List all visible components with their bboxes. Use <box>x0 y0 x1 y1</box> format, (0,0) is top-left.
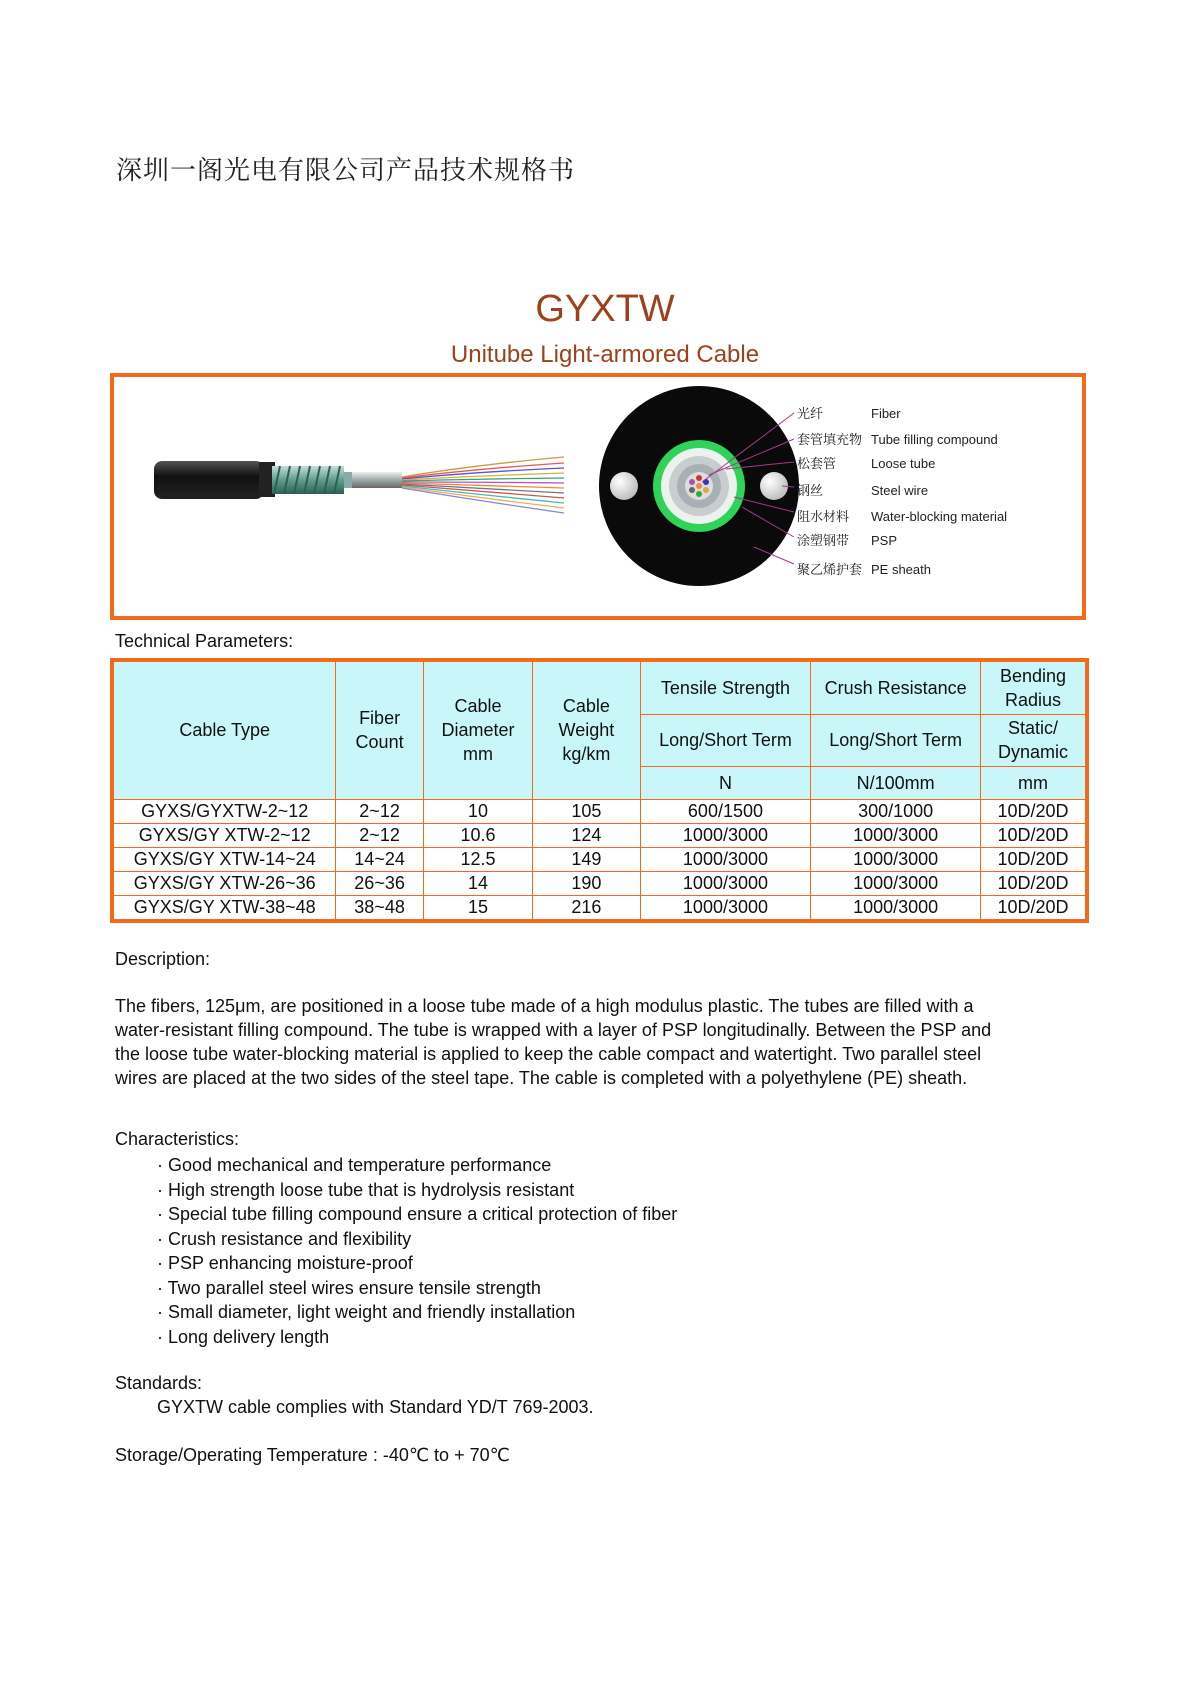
description-text <box>115 994 1075 1090</box>
standards-text: GYXTW cable complies with Standard YD/T 769-2003. <box>157 1397 594 1417</box>
header-bending-sub <box>981 714 1088 766</box>
header-fiber-count-line2: Count <box>355 732 404 753</box>
cell-weight: 105 <box>533 799 640 823</box>
label-en-fiber: Fiber <box>871 406 901 421</box>
cell-fiber-count: 2~12 <box>336 799 423 823</box>
cell-tensile: 1000/3000 <box>640 871 811 895</box>
header-tensile-unit: N <box>640 766 811 799</box>
cell-diameter: 10 <box>423 799 532 823</box>
header-crush-sub: Long/Short Term <box>811 714 981 766</box>
label-cn-water-blocking: 阻水材料 <box>797 510 850 525</box>
header-diameter-line1: Cable <box>454 696 502 717</box>
label-cn-pe-sheath: 聚乙烯护套 <box>797 563 863 578</box>
product-subtitle: Unitube Light-armored Cable <box>450 341 760 368</box>
label-en-loose-tube: Loose tube <box>871 456 936 471</box>
list-item: · Two parallel steel wires ensure tensile strength <box>157 1276 677 1301</box>
list-item: · PSP enhancing moisture-proof <box>157 1251 677 1276</box>
list-item: · Small diameter, light weight and friendly installation <box>157 1300 677 1325</box>
cell-weight: 149 <box>533 847 640 871</box>
product-model-title: GYXTW <box>535 288 675 330</box>
cell-weight: 190 <box>533 871 640 895</box>
cell-diameter: 12.5 <box>423 847 532 871</box>
cell-bending: 10D/20D <box>981 823 1088 847</box>
cell-tensile: 1000/3000 <box>640 895 811 921</box>
cell-bending: 10D/20D <box>981 895 1088 921</box>
cell-weight: 216 <box>533 895 640 921</box>
header-crush-unit: N/100mm <box>811 766 981 799</box>
label-cn-filling: 套管填充物 <box>797 433 863 448</box>
header-weight-line2: Weight <box>558 720 615 741</box>
list-item: · Long delivery length <box>157 1325 677 1350</box>
header-cable-diameter <box>423 660 532 799</box>
cell-fiber-count: 14~24 <box>336 847 423 871</box>
header-weight-unit: kg/km <box>562 744 611 765</box>
cell-diameter: 15 <box>423 895 532 921</box>
header-weight-line1: Cable <box>562 696 610 717</box>
temperature-text: Storage/Operating Temperature : -40℃ to + 70℃ <box>115 1445 510 1465</box>
cell-cable-type: GYXS/GY XTW-26~36 <box>112 871 336 895</box>
table-row <box>112 871 1087 895</box>
cell-crush: 1000/3000 <box>811 847 981 871</box>
header-bending-radius <box>981 660 1088 714</box>
label-en-water-blocking: Water-blocking material <box>871 509 1008 524</box>
header-bending-sub-line2: Dynamic <box>997 742 1068 762</box>
list-item: · Special tube filling compound ensure a critical protection of fiber <box>157 1202 677 1227</box>
label-cn-steel-wire: 钢丝 <box>797 484 824 499</box>
characteristics-list <box>157 1153 677 1349</box>
cell-bending: 10D/20D <box>981 871 1088 895</box>
cell-diameter: 10.6 <box>423 823 532 847</box>
table-row <box>112 823 1087 847</box>
standards-label: Standards: <box>115 1373 203 1393</box>
list-item: · Crush resistance and flexibility <box>157 1227 677 1252</box>
label-en-psp: PSP <box>871 533 898 548</box>
cell-crush: 1000/3000 <box>811 823 981 847</box>
cell-fiber-count: 38~48 <box>336 895 423 921</box>
table-row <box>112 895 1087 921</box>
header-cable-weight <box>533 660 640 799</box>
header-bending-line1: Bending <box>999 665 1067 686</box>
label-en-pe-sheath: PE sheath <box>871 562 931 577</box>
header-bending-unit: mm <box>981 766 1088 799</box>
cell-cable-type: GYXS/GYXTW-2~12 <box>112 799 336 823</box>
header-crush-resistance: Crush Resistance <box>811 660 981 714</box>
description-line: the loose tube water-blocking material is applied to keep the cable compact and watertight. Two parallel steel <box>115 1044 982 1064</box>
header-diameter-unit: mm <box>462 744 493 765</box>
label-cn-loose-tube: 松套管 <box>797 457 837 472</box>
header-fiber-count <box>336 660 423 799</box>
cable-figure-box <box>110 373 1086 620</box>
company-header: 深圳一阁光电有限公司产品技术规格书 <box>116 156 576 186</box>
header-fiber-count-line1: Fiber <box>359 708 401 729</box>
cell-tensile: 600/1500 <box>640 799 811 823</box>
header-tensile-sub: Long/Short Term <box>640 714 811 766</box>
cell-crush: 1000/3000 <box>811 871 981 895</box>
cable-side-view <box>154 457 564 513</box>
cable-illustration <box>114 377 1082 616</box>
cell-cable-type: GYXS/GY XTW-14~24 <box>112 847 336 871</box>
list-item: · Good mechanical and temperature performance <box>157 1153 677 1178</box>
technical-parameters-table <box>110 658 1089 923</box>
cell-crush: 300/1000 <box>811 799 981 823</box>
cell-cable-type: GYXS/GY XTW-38~48 <box>112 895 336 921</box>
cell-weight: 124 <box>533 823 640 847</box>
cell-fiber-count: 2~12 <box>336 823 423 847</box>
description-line: water-resistant filling compound. The tube is wrapped with a layer of PSP longitudinally. Between the PSP and <box>115 1020 992 1040</box>
cell-tensile: 1000/3000 <box>640 823 811 847</box>
label-cn-fiber: 光纤 <box>797 407 824 422</box>
cell-diameter: 14 <box>423 871 532 895</box>
header-bending-line2: Radius <box>1004 689 1062 710</box>
cable-cross-section <box>599 386 799 586</box>
label-en-steel-wire: Steel wire <box>871 483 929 498</box>
figure-labels <box>797 406 1007 578</box>
label-en-filling: Tube filling compound <box>871 432 998 447</box>
characteristics-label: Characteristics: <box>115 1129 240 1149</box>
table-row <box>112 847 1087 871</box>
header-cable-type: Cable Type <box>112 660 336 799</box>
list-item: · High strength loose tube that is hydrolysis resistant <box>157 1178 677 1203</box>
label-cn-psp: 涂塑钢带 <box>797 534 850 549</box>
cell-bending: 10D/20D <box>981 799 1088 823</box>
description-line: wires are placed at the two sides of the steel tape. The cable is completed with a polyethylene (PE) sheath. <box>115 1068 968 1088</box>
cell-crush: 1000/3000 <box>811 895 981 921</box>
cell-bending: 10D/20D <box>981 847 1088 871</box>
cell-cable-type: GYXS/GY XTW-2~12 <box>112 823 336 847</box>
technical-parameters-label: Technical Parameters: <box>115 631 294 651</box>
table-row <box>112 799 1087 823</box>
description-line: The fibers, 125μm, are positioned in a loose tube made of a high modulus plastic. The tubes are filled with a <box>115 996 974 1016</box>
header-tensile-strength: Tensile Strength <box>640 660 811 714</box>
header-diameter-line2: Diameter <box>441 720 515 741</box>
cell-tensile: 1000/3000 <box>640 847 811 871</box>
cell-fiber-count: 26~36 <box>336 871 423 895</box>
description-label: Description: <box>115 949 211 969</box>
header-bending-sub-line1: Static/ <box>1007 718 1059 738</box>
